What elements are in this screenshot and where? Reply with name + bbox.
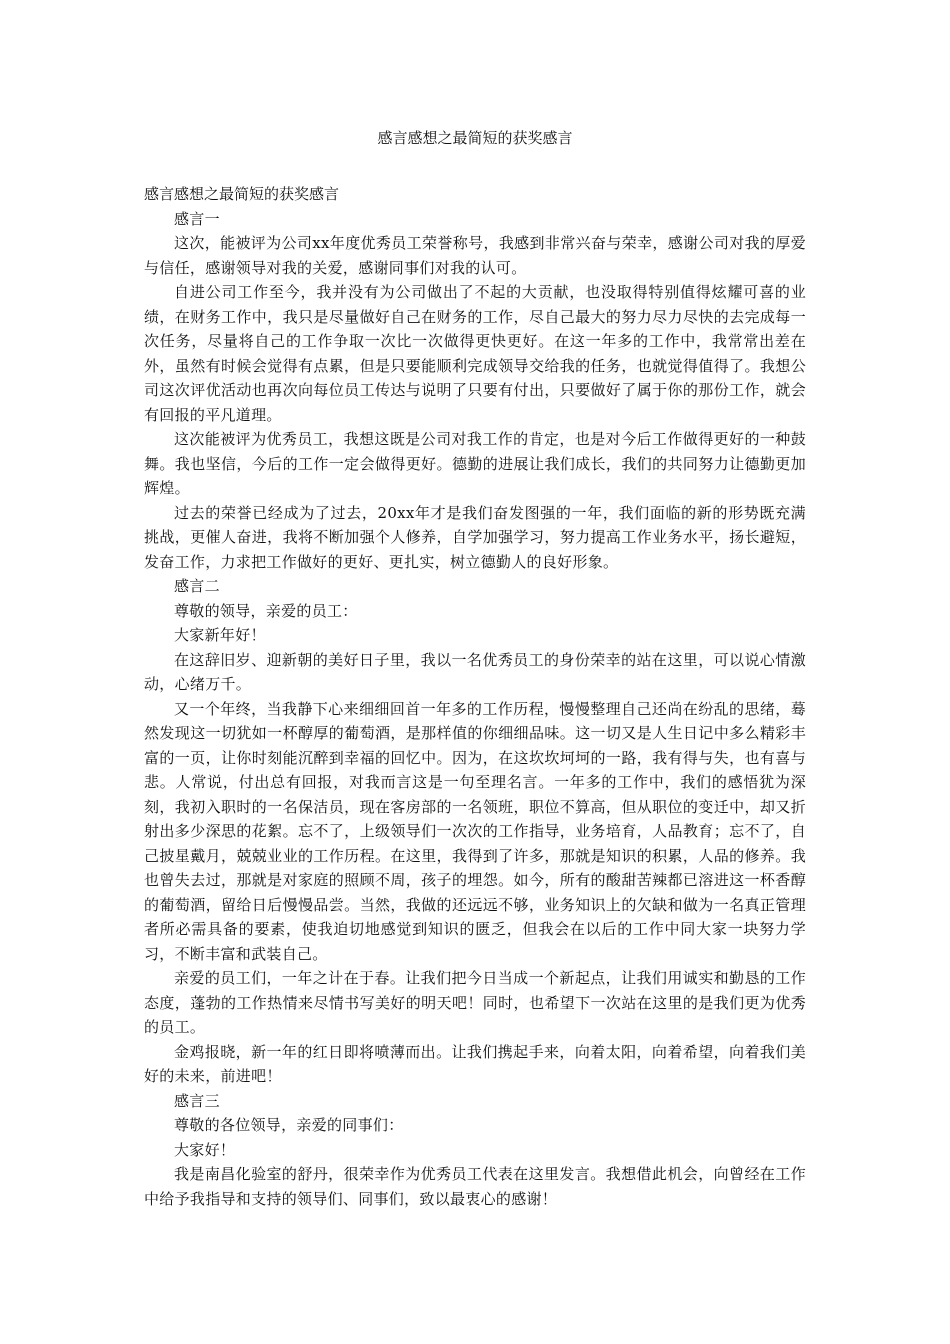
greeting: 大家新年好！	[174, 626, 266, 644]
paragraph: 金鸡报晓，新一年的红日即将喷薄而出。让我们携起手来，向着太阳，向着希望，向着我们美好的未来，前进吧！	[144, 1042, 806, 1085]
salutation: 尊敬的各位领导，亲爱的同事们：	[174, 1116, 404, 1134]
paragraph: 自进公司工作至今，我并没有为公司做出了不起的大贡献，也没取得特别值得炫耀可喜的业绩，在财务工作中，我只是尽量做好自己在财务的工作，尽自己最大的努力尽力尽快的去完成每一次任务，尽量将自己的工作争取一次比一次做得更快更好。在这一年多的工作中，我常常出差在外，虽然有时候会觉得有点累，但是只要能顺利完成领导交给我的任务，也就觉得值得了。我想公司这次评优活动也再次向每位员工传达与说明了只要有付出，只要做好了属于你的那份工作，就会有回报的平凡道理。	[144, 283, 806, 424]
document-page	[144, 126, 806, 1211]
document-body	[144, 207, 806, 1212]
document-heading: 感言感想之最简短的获奖感言	[144, 185, 340, 203]
paragraph: 在这辞旧岁、迎新朝的美好日子里，我以一名优秀员工的身份荣幸的站在这里，可以说心情激动，心绪万千。	[144, 650, 806, 693]
paragraph: 我是南昌化验室的舒丹，很荣幸作为优秀员工代表在这里发言。我想借此机会，向曾经在工作中给予我指导和支持的领导们、同事们，致以最衷心的感谢！	[144, 1165, 806, 1208]
paragraph: 又一个年终，当我静下心来细细回首一年多的工作历程，慢慢整理自己还尚在纷乱的思绪，蓦然发现这一切犹如一杯醇厚的葡萄酒，是那样值的你细细品味。这一切又是人生日记中多么精彩丰富的一页，让你时刻能沉醉到幸福的回忆中。因为，在这坎坎坷坷的一路，我有得与失，也有喜与悲。人常说，付出总有回报，对我而言这是一句至理名言。一年多的工作中，我们的感悟犹为深刻，我初入职时的一名保洁员，现在客房部的一名领班，职位不算高，但从职位的变迁中，却又折射出多少深思的花絮。忘不了，上级领导们一次次的工作指导，业务培育，人品教育；忘不了，自己披星戴月，兢兢业业的工作历程。在这里，我得到了许多，那就是知识的积累，人品的修养。我也曾失去过，那就是对家庭的照顾不周，孩子的埋怨。如今，所有的酸甜苦辣都已溶进这一杯香醇的葡萄酒，留给日后慢慢品尝。当然，我做的还远远不够，业务知识上的欠缺和做为一名真正管理者所必需具备的要素，使我迫切地感觉到知识的匮乏，但我会在以后的工作中同大家一块努力学习，不断丰富和武装自己。	[144, 699, 806, 963]
document-title: 感言感想之最简短的获奖感言	[377, 129, 573, 147]
paragraph: 这次能被评为优秀员工，我想这既是公司对我工作的肯定，也是对今后工作做得更好的一种鼓舞。我也坚信，今后的工作一定会做得更好。德勤的进展让我们成长，我们的共同努力让德勤更加辉煌。	[144, 430, 806, 497]
paragraph: 这次，能被评为公司xx年度优秀员工荣誉称号，我感到非常兴奋与荣幸，感谢公司对我的厚爱与信任，感谢领导对我的关爱，感谢同事们对我的认可。	[144, 234, 806, 277]
section-label-1: 感言一	[174, 209, 220, 228]
section-label-2: 感言二	[174, 577, 220, 595]
section-label-3: 感言三	[174, 1091, 220, 1110]
paragraph: 过去的荣誉已经成为了过去，20xx年才是我们奋发图强的一年，我们面临的新的形势既充满挑战，更催人奋进，我将不断加强个人修养，自学加强学习，努力提高工作业务水平，扬长避短，发奋工作，力求把工作做好的更好、更扎实，树立德勤人的良好形象。	[144, 503, 806, 571]
paragraph: 亲爱的员工们，一年之计在于春。让我们把今日当成一个新起点，让我们用诚实和勤恳的工作态度，蓬勃的工作热情来尽情书写美好的明天吧！同时，也希望下一次站在这里的是我们更为优秀的员工。	[144, 969, 806, 1036]
greeting: 大家好！	[174, 1140, 236, 1159]
salutation: 尊敬的领导，亲爱的员工：	[174, 601, 358, 620]
